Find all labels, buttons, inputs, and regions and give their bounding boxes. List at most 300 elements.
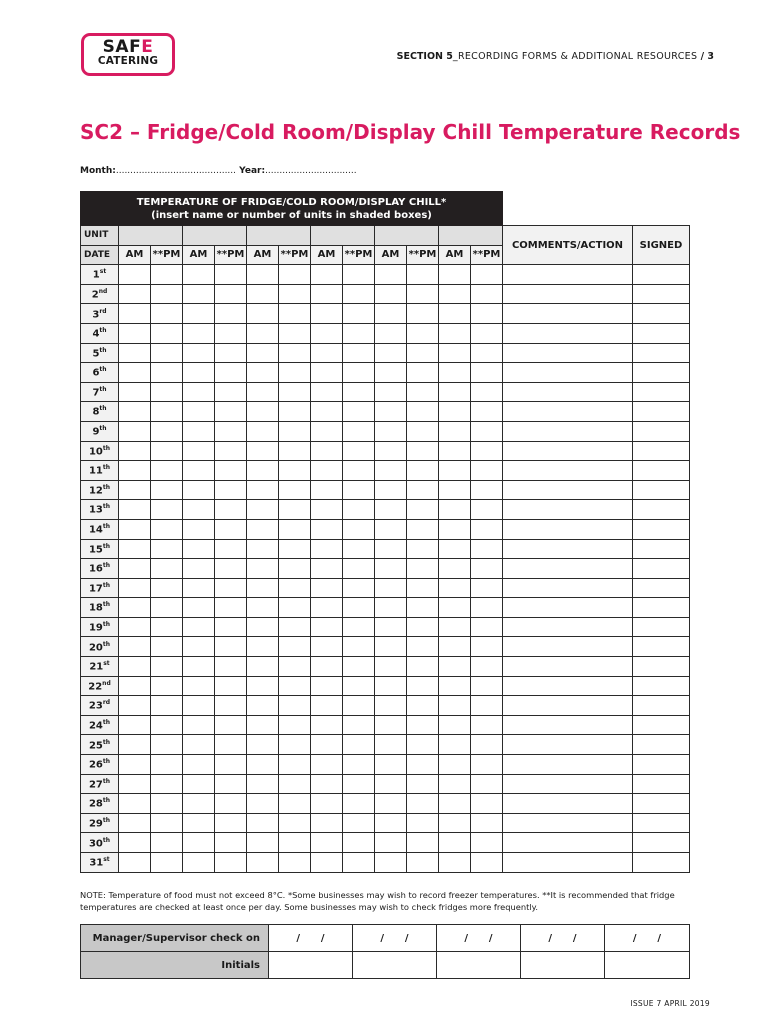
temperature-cell[interactable] (279, 343, 311, 363)
temperature-cell[interactable] (407, 578, 439, 598)
temperature-cell[interactable] (407, 343, 439, 363)
signed-cell[interactable] (633, 265, 690, 285)
temperature-cell[interactable] (375, 441, 407, 461)
temperature-cell[interactable] (215, 559, 247, 579)
temperature-cell[interactable] (183, 284, 215, 304)
temperature-cell[interactable] (151, 696, 183, 716)
temperature-cell[interactable] (215, 578, 247, 598)
temperature-cell[interactable] (311, 402, 343, 422)
temperature-cell[interactable] (471, 343, 503, 363)
temperature-cell[interactable] (119, 813, 151, 833)
temperature-cell[interactable] (247, 598, 279, 618)
temperature-cell[interactable] (151, 323, 183, 343)
comments-cell[interactable] (503, 696, 633, 716)
temperature-cell[interactable] (311, 853, 343, 873)
temperature-cell[interactable] (119, 853, 151, 873)
temperature-cell[interactable] (215, 617, 247, 637)
temperature-cell[interactable] (311, 559, 343, 579)
temperature-cell[interactable] (407, 735, 439, 755)
temperature-cell[interactable] (247, 637, 279, 657)
temperature-cell[interactable] (343, 539, 375, 559)
signed-cell[interactable] (633, 500, 690, 520)
temperature-cell[interactable] (151, 637, 183, 657)
temperature-cell[interactable] (311, 598, 343, 618)
temperature-cell[interactable] (183, 480, 215, 500)
temperature-cell[interactable] (343, 794, 375, 814)
temperature-cell[interactable] (151, 284, 183, 304)
temperature-cell[interactable] (215, 794, 247, 814)
temperature-cell[interactable] (119, 696, 151, 716)
unit-name-cell[interactable] (119, 226, 183, 246)
temperature-cell[interactable] (375, 363, 407, 383)
temperature-cell[interactable] (343, 284, 375, 304)
temperature-cell[interactable] (183, 500, 215, 520)
temperature-cell[interactable] (375, 715, 407, 735)
temperature-cell[interactable] (183, 519, 215, 539)
temperature-cell[interactable] (343, 519, 375, 539)
temperature-cell[interactable] (151, 715, 183, 735)
comments-cell[interactable] (503, 755, 633, 775)
signed-cell[interactable] (633, 853, 690, 873)
signed-cell[interactable] (633, 774, 690, 794)
temperature-cell[interactable] (279, 323, 311, 343)
temperature-cell[interactable] (279, 676, 311, 696)
temperature-cell[interactable] (247, 402, 279, 422)
temperature-cell[interactable] (471, 559, 503, 579)
temperature-cell[interactable] (343, 755, 375, 775)
temperature-cell[interactable] (375, 578, 407, 598)
temperature-cell[interactable] (311, 657, 343, 677)
temperature-cell[interactable] (311, 323, 343, 343)
temperature-cell[interactable] (247, 461, 279, 481)
temperature-cell[interactable] (119, 363, 151, 383)
temperature-cell[interactable] (215, 676, 247, 696)
temperature-cell[interactable] (279, 363, 311, 383)
temperature-cell[interactable] (215, 441, 247, 461)
temperature-cell[interactable] (183, 539, 215, 559)
temperature-cell[interactable] (343, 735, 375, 755)
temperature-cell[interactable] (119, 284, 151, 304)
check-date-cell[interactable]: / / (605, 925, 690, 952)
comments-cell[interactable] (503, 519, 633, 539)
temperature-cell[interactable] (375, 853, 407, 873)
temperature-cell[interactable] (471, 813, 503, 833)
unit-name-cell[interactable] (183, 226, 247, 246)
temperature-cell[interactable] (119, 559, 151, 579)
temperature-cell[interactable] (279, 578, 311, 598)
temperature-cell[interactable] (407, 284, 439, 304)
temperature-cell[interactable] (439, 617, 471, 637)
temperature-cell[interactable] (151, 500, 183, 520)
temperature-cell[interactable] (151, 853, 183, 873)
temperature-cell[interactable] (247, 363, 279, 383)
temperature-cell[interactable] (151, 363, 183, 383)
temperature-cell[interactable] (279, 421, 311, 441)
temperature-cell[interactable] (407, 382, 439, 402)
temperature-cell[interactable] (279, 637, 311, 657)
temperature-cell[interactable] (119, 774, 151, 794)
temperature-cell[interactable] (471, 696, 503, 716)
temperature-cell[interactable] (407, 715, 439, 735)
signed-cell[interactable] (633, 441, 690, 461)
temperature-cell[interactable] (279, 265, 311, 285)
temperature-cell[interactable] (151, 657, 183, 677)
initials-cell[interactable] (521, 952, 605, 979)
temperature-cell[interactable] (183, 696, 215, 716)
temperature-cell[interactable] (247, 617, 279, 637)
check-date-cell[interactable]: / / (353, 925, 437, 952)
temperature-cell[interactable] (183, 637, 215, 657)
temperature-cell[interactable] (439, 813, 471, 833)
temperature-cell[interactable] (215, 657, 247, 677)
temperature-cell[interactable] (439, 637, 471, 657)
temperature-cell[interactable] (439, 755, 471, 775)
temperature-cell[interactable] (375, 461, 407, 481)
temperature-cell[interactable] (311, 343, 343, 363)
temperature-cell[interactable] (151, 402, 183, 422)
temperature-cell[interactable] (439, 578, 471, 598)
signed-cell[interactable] (633, 480, 690, 500)
temperature-cell[interactable] (119, 519, 151, 539)
temperature-cell[interactable] (439, 461, 471, 481)
temperature-cell[interactable] (247, 676, 279, 696)
temperature-cell[interactable] (407, 441, 439, 461)
temperature-cell[interactable] (311, 578, 343, 598)
temperature-cell[interactable] (119, 402, 151, 422)
temperature-cell[interactable] (215, 813, 247, 833)
check-date-cell[interactable]: / / (269, 925, 353, 952)
temperature-cell[interactable] (439, 500, 471, 520)
temperature-cell[interactable] (151, 617, 183, 637)
temperature-cell[interactable] (151, 598, 183, 618)
temperature-cell[interactable] (311, 441, 343, 461)
year-field[interactable]: ................................ (265, 166, 357, 176)
comments-cell[interactable] (503, 578, 633, 598)
comments-cell[interactable] (503, 382, 633, 402)
temperature-cell[interactable] (247, 755, 279, 775)
temperature-cell[interactable] (407, 421, 439, 441)
temperature-cell[interactable] (343, 441, 375, 461)
comments-cell[interactable] (503, 539, 633, 559)
temperature-cell[interactable] (279, 500, 311, 520)
signed-cell[interactable] (633, 755, 690, 775)
temperature-cell[interactable] (151, 519, 183, 539)
comments-cell[interactable] (503, 657, 633, 677)
temperature-cell[interactable] (151, 755, 183, 775)
signed-cell[interactable] (633, 833, 690, 853)
temperature-cell[interactable] (183, 578, 215, 598)
temperature-cell[interactable] (215, 363, 247, 383)
temperature-cell[interactable] (215, 480, 247, 500)
signed-cell[interactable] (633, 617, 690, 637)
temperature-cell[interactable] (183, 343, 215, 363)
signed-cell[interactable] (633, 696, 690, 716)
comments-cell[interactable] (503, 617, 633, 637)
temperature-cell[interactable] (471, 774, 503, 794)
temperature-cell[interactable] (119, 755, 151, 775)
comments-cell[interactable] (503, 559, 633, 579)
temperature-cell[interactable] (375, 657, 407, 677)
temperature-cell[interactable] (439, 559, 471, 579)
temperature-cell[interactable] (439, 598, 471, 618)
temperature-cell[interactable] (439, 323, 471, 343)
temperature-cell[interactable] (343, 421, 375, 441)
temperature-cell[interactable] (311, 696, 343, 716)
temperature-cell[interactable] (311, 813, 343, 833)
temperature-cell[interactable] (215, 402, 247, 422)
temperature-cell[interactable] (151, 304, 183, 324)
temperature-cell[interactable] (247, 813, 279, 833)
unit-name-cell[interactable] (311, 226, 375, 246)
temperature-cell[interactable] (471, 441, 503, 461)
temperature-cell[interactable] (119, 637, 151, 657)
temperature-cell[interactable] (343, 559, 375, 579)
temperature-cell[interactable] (151, 559, 183, 579)
temperature-cell[interactable] (183, 402, 215, 422)
temperature-cell[interactable] (375, 637, 407, 657)
temperature-cell[interactable] (471, 500, 503, 520)
temperature-cell[interactable] (183, 461, 215, 481)
temperature-cell[interactable] (183, 853, 215, 873)
temperature-cell[interactable] (311, 284, 343, 304)
temperature-cell[interactable] (151, 461, 183, 481)
temperature-cell[interactable] (375, 598, 407, 618)
temperature-cell[interactable] (471, 578, 503, 598)
comments-cell[interactable] (503, 265, 633, 285)
temperature-cell[interactable] (343, 637, 375, 657)
temperature-cell[interactable] (279, 853, 311, 873)
temperature-cell[interactable] (439, 735, 471, 755)
temperature-cell[interactable] (215, 265, 247, 285)
temperature-cell[interactable] (343, 382, 375, 402)
temperature-cell[interactable] (471, 833, 503, 853)
temperature-cell[interactable] (343, 323, 375, 343)
temperature-cell[interactable] (279, 813, 311, 833)
temperature-cell[interactable] (471, 265, 503, 285)
temperature-cell[interactable] (343, 363, 375, 383)
temperature-cell[interactable] (439, 265, 471, 285)
temperature-cell[interactable] (375, 421, 407, 441)
comments-cell[interactable] (503, 323, 633, 343)
temperature-cell[interactable] (119, 461, 151, 481)
temperature-cell[interactable] (375, 774, 407, 794)
comments-cell[interactable] (503, 343, 633, 363)
temperature-cell[interactable] (471, 284, 503, 304)
temperature-cell[interactable] (407, 657, 439, 677)
temperature-cell[interactable] (375, 696, 407, 716)
temperature-cell[interactable] (119, 480, 151, 500)
temperature-cell[interactable] (471, 363, 503, 383)
temperature-cell[interactable] (183, 304, 215, 324)
temperature-cell[interactable] (119, 500, 151, 520)
temperature-cell[interactable] (343, 617, 375, 637)
temperature-cell[interactable] (151, 441, 183, 461)
temperature-cell[interactable] (311, 676, 343, 696)
temperature-cell[interactable] (375, 284, 407, 304)
temperature-cell[interactable] (151, 343, 183, 363)
temperature-cell[interactable] (279, 617, 311, 637)
signed-cell[interactable] (633, 402, 690, 422)
temperature-cell[interactable] (215, 284, 247, 304)
temperature-cell[interactable] (407, 774, 439, 794)
temperature-cell[interactable] (439, 284, 471, 304)
temperature-cell[interactable] (247, 323, 279, 343)
temperature-cell[interactable] (439, 676, 471, 696)
temperature-cell[interactable] (375, 519, 407, 539)
temperature-cell[interactable] (183, 559, 215, 579)
temperature-cell[interactable] (151, 833, 183, 853)
temperature-cell[interactable] (311, 382, 343, 402)
temperature-cell[interactable] (439, 343, 471, 363)
temperature-cell[interactable] (471, 794, 503, 814)
temperature-cell[interactable] (375, 559, 407, 579)
signed-cell[interactable] (633, 794, 690, 814)
temperature-cell[interactable] (183, 794, 215, 814)
temperature-cell[interactable] (183, 833, 215, 853)
temperature-cell[interactable] (183, 657, 215, 677)
temperature-cell[interactable] (215, 500, 247, 520)
temperature-cell[interactable] (151, 676, 183, 696)
unit-name-cell[interactable] (375, 226, 439, 246)
temperature-cell[interactable] (183, 441, 215, 461)
temperature-cell[interactable] (119, 676, 151, 696)
temperature-cell[interactable] (247, 578, 279, 598)
temperature-cell[interactable] (439, 794, 471, 814)
temperature-cell[interactable] (407, 461, 439, 481)
temperature-cell[interactable] (375, 480, 407, 500)
temperature-cell[interactable] (343, 833, 375, 853)
temperature-cell[interactable] (279, 755, 311, 775)
temperature-cell[interactable] (119, 265, 151, 285)
temperature-cell[interactable] (215, 715, 247, 735)
temperature-cell[interactable] (151, 578, 183, 598)
temperature-cell[interactable] (247, 735, 279, 755)
signed-cell[interactable] (633, 519, 690, 539)
temperature-cell[interactable] (311, 794, 343, 814)
temperature-cell[interactable] (279, 382, 311, 402)
temperature-cell[interactable] (439, 363, 471, 383)
unit-name-cell[interactable] (439, 226, 503, 246)
temperature-cell[interactable] (407, 617, 439, 637)
check-date-cell[interactable]: / / (521, 925, 605, 952)
initials-cell[interactable] (269, 952, 353, 979)
temperature-cell[interactable] (183, 715, 215, 735)
temperature-cell[interactable] (311, 774, 343, 794)
temperature-cell[interactable] (311, 617, 343, 637)
temperature-cell[interactable] (215, 598, 247, 618)
comments-cell[interactable] (503, 363, 633, 383)
temperature-cell[interactable] (439, 715, 471, 735)
temperature-cell[interactable] (247, 441, 279, 461)
temperature-cell[interactable] (119, 735, 151, 755)
temperature-cell[interactable] (311, 519, 343, 539)
temperature-cell[interactable] (279, 284, 311, 304)
temperature-cell[interactable] (471, 617, 503, 637)
temperature-cell[interactable] (183, 813, 215, 833)
temperature-cell[interactable] (279, 304, 311, 324)
temperature-cell[interactable] (119, 578, 151, 598)
temperature-cell[interactable] (215, 382, 247, 402)
temperature-cell[interactable] (215, 519, 247, 539)
temperature-cell[interactable] (471, 755, 503, 775)
temperature-cell[interactable] (343, 461, 375, 481)
temperature-cell[interactable] (151, 794, 183, 814)
temperature-cell[interactable] (471, 382, 503, 402)
temperature-cell[interactable] (247, 539, 279, 559)
temperature-cell[interactable] (215, 696, 247, 716)
temperature-cell[interactable] (343, 578, 375, 598)
temperature-cell[interactable] (471, 304, 503, 324)
signed-cell[interactable] (633, 539, 690, 559)
temperature-cell[interactable] (247, 559, 279, 579)
temperature-cell[interactable] (439, 421, 471, 441)
temperature-cell[interactable] (119, 833, 151, 853)
temperature-cell[interactable] (407, 402, 439, 422)
temperature-cell[interactable] (247, 657, 279, 677)
initials-cell[interactable] (437, 952, 521, 979)
temperature-cell[interactable] (311, 715, 343, 735)
temperature-cell[interactable] (279, 774, 311, 794)
comments-cell[interactable] (503, 676, 633, 696)
temperature-cell[interactable] (183, 735, 215, 755)
temperature-cell[interactable] (183, 382, 215, 402)
temperature-cell[interactable] (215, 421, 247, 441)
temperature-cell[interactable] (439, 657, 471, 677)
signed-cell[interactable] (633, 676, 690, 696)
temperature-cell[interactable] (215, 774, 247, 794)
temperature-cell[interactable] (471, 402, 503, 422)
signed-cell[interactable] (633, 382, 690, 402)
temperature-cell[interactable] (407, 363, 439, 383)
temperature-cell[interactable] (343, 774, 375, 794)
temperature-cell[interactable] (311, 480, 343, 500)
temperature-cell[interactable] (215, 735, 247, 755)
temperature-cell[interactable] (215, 637, 247, 657)
temperature-cell[interactable] (119, 421, 151, 441)
temperature-cell[interactable] (343, 265, 375, 285)
temperature-cell[interactable] (279, 441, 311, 461)
comments-cell[interactable] (503, 735, 633, 755)
temperature-cell[interactable] (183, 676, 215, 696)
temperature-cell[interactable] (375, 676, 407, 696)
temperature-cell[interactable] (311, 755, 343, 775)
temperature-cell[interactable] (311, 735, 343, 755)
comments-cell[interactable] (503, 441, 633, 461)
temperature-cell[interactable] (343, 500, 375, 520)
comments-cell[interactable] (503, 637, 633, 657)
temperature-cell[interactable] (471, 657, 503, 677)
temperature-cell[interactable] (439, 539, 471, 559)
temperature-cell[interactable] (247, 715, 279, 735)
temperature-cell[interactable] (343, 853, 375, 873)
temperature-cell[interactable] (247, 500, 279, 520)
temperature-cell[interactable] (471, 323, 503, 343)
temperature-cell[interactable] (375, 323, 407, 343)
temperature-cell[interactable] (375, 794, 407, 814)
temperature-cell[interactable] (343, 657, 375, 677)
temperature-cell[interactable] (439, 304, 471, 324)
comments-cell[interactable] (503, 284, 633, 304)
comments-cell[interactable] (503, 500, 633, 520)
temperature-cell[interactable] (311, 539, 343, 559)
temperature-cell[interactable] (439, 382, 471, 402)
temperature-cell[interactable] (247, 480, 279, 500)
month-field[interactable]: .......................................... (115, 166, 237, 176)
temperature-cell[interactable] (375, 265, 407, 285)
temperature-cell[interactable] (439, 833, 471, 853)
comments-cell[interactable] (503, 853, 633, 873)
temperature-cell[interactable] (279, 598, 311, 618)
